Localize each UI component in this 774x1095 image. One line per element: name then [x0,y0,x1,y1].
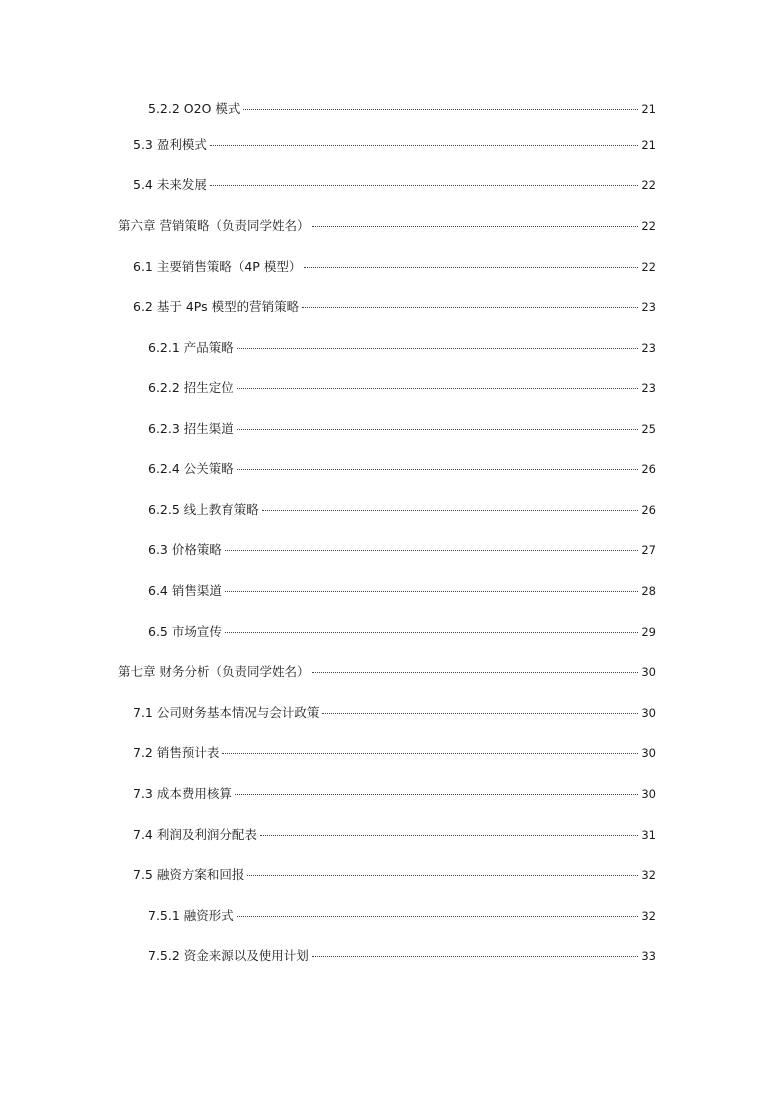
dot-leader [304,267,638,268]
dot-leader [312,226,638,227]
dot-leader [237,388,639,389]
dot-leader [237,348,639,349]
toc-page-number: 22 [641,219,656,233]
dot-leader [302,307,638,308]
toc-entry-label: 5.3 盈利模式 [133,137,207,152]
toc-entry-7-4[interactable] [133,827,656,843]
toc-entry-7-1[interactable] [133,705,656,721]
toc-entry-label: 7.5.2 资金来源以及使用计划 [148,948,309,963]
dot-leader [312,672,638,673]
toc-entry-6-2-3[interactable] [148,421,656,437]
toc-entry-label: 6.2.2 招生定位 [148,380,234,395]
toc-entry-label: 6.5 市场宣传 [148,624,222,639]
toc-page-number: 32 [641,909,656,923]
toc-page-number: 33 [641,949,656,963]
toc-entry-label: 6.3 价格策略 [148,542,222,557]
dot-leader [237,469,639,470]
toc-entry-chapter-6[interactable] [118,218,656,234]
toc-entry-5-3[interactable] [133,137,656,153]
toc-entry-7-2[interactable] [133,745,656,761]
toc-page-number: 31 [641,828,656,842]
toc-entry-7-5[interactable] [133,867,656,883]
toc-page-number: 30 [641,787,656,801]
toc-page-number: 26 [641,503,656,517]
toc-entry-5-4[interactable] [133,177,656,193]
toc-entry-label: 7.5.1 融资形式 [148,908,234,923]
dot-leader [237,429,639,430]
toc-entry-label: 5.4 未来发展 [133,177,207,192]
dot-leader [225,632,639,633]
toc-page-number: 26 [641,462,656,476]
toc-entry-6-2-2[interactable] [148,380,656,396]
toc-entry-label: 7.2 销售预计表 [133,745,220,760]
toc-entry-label: 7.4 利润及利润分配表 [133,827,257,842]
dot-leader [322,713,638,714]
toc-page-number: 30 [641,665,656,679]
dot-leader [235,794,639,795]
toc-page-number: 22 [641,178,656,192]
toc-entry-label: 第六章 营销策略（负责同学姓名） [118,218,310,233]
dot-leader [222,753,638,754]
toc-entry-6-1[interactable] [133,259,656,275]
toc-entry-5-2-2[interactable] [148,101,656,117]
toc-entry-label: 7.3 成本费用核算 [133,786,232,801]
toc-entry-7-5-2[interactable] [148,948,656,964]
dot-leader [225,550,639,551]
toc-page-number: 23 [641,341,656,355]
dot-leader [225,591,639,592]
dot-leader [262,510,639,511]
toc-page-number: 25 [641,422,656,436]
toc-page-number: 29 [641,625,656,639]
dot-leader [210,185,639,186]
toc-page-number: 21 [641,138,656,152]
toc-entry-7-3[interactable] [133,786,656,802]
dot-leader [243,109,638,110]
toc-page-number: 30 [641,746,656,760]
dot-leader [260,835,639,836]
dot-leader [247,875,638,876]
toc-entry-7-5-1[interactable] [148,908,656,924]
toc-entry-6-2-5[interactable] [148,502,656,518]
toc-page-number: 21 [641,102,656,116]
toc-entry-6-3[interactable] [148,542,656,558]
toc-page-number: 28 [641,584,656,598]
toc-entry-6-5[interactable] [148,624,656,640]
dot-leader [237,916,639,917]
toc-page-number: 27 [641,543,656,557]
toc-entry-label: 7.1 公司财务基本情况与会计政策 [133,705,320,720]
dot-leader [312,956,639,957]
toc-page-number: 22 [641,260,656,274]
toc-page-number: 23 [641,300,656,314]
dot-leader [210,145,639,146]
toc-entry-chapter-7[interactable] [118,664,656,680]
toc-entry-6-2-1[interactable] [148,340,656,356]
toc-entry-6-2-4[interactable] [148,461,656,477]
toc-entry-label: 6.4 销售渠道 [148,583,222,598]
toc-entry-label: 5.2.2 O2O 模式 [148,101,241,116]
toc-entry-label: 6.2.5 线上教育策略 [148,502,259,517]
toc-entry-label: 6.2.4 公关策略 [148,461,234,476]
toc-entry-label: 第七章 财务分析（负责同学姓名） [118,664,310,679]
toc-page-number: 23 [641,381,656,395]
toc-page-number: 30 [641,706,656,720]
toc-entry-label: 7.5 融资方案和回报 [133,867,245,882]
toc-page-number: 32 [641,868,656,882]
toc-entry-label: 6.2.3 招生渠道 [148,421,234,436]
toc-entry-label: 6.2 基于 4Ps 模型的营销策略 [133,299,300,314]
toc-entry-6-2[interactable] [133,299,656,315]
toc-entry-label: 6.2.1 产品策略 [148,340,234,355]
toc-entry-6-4[interactable] [148,583,656,599]
toc-entry-label: 6.1 主要销售策略（4P 模型） [133,259,302,274]
